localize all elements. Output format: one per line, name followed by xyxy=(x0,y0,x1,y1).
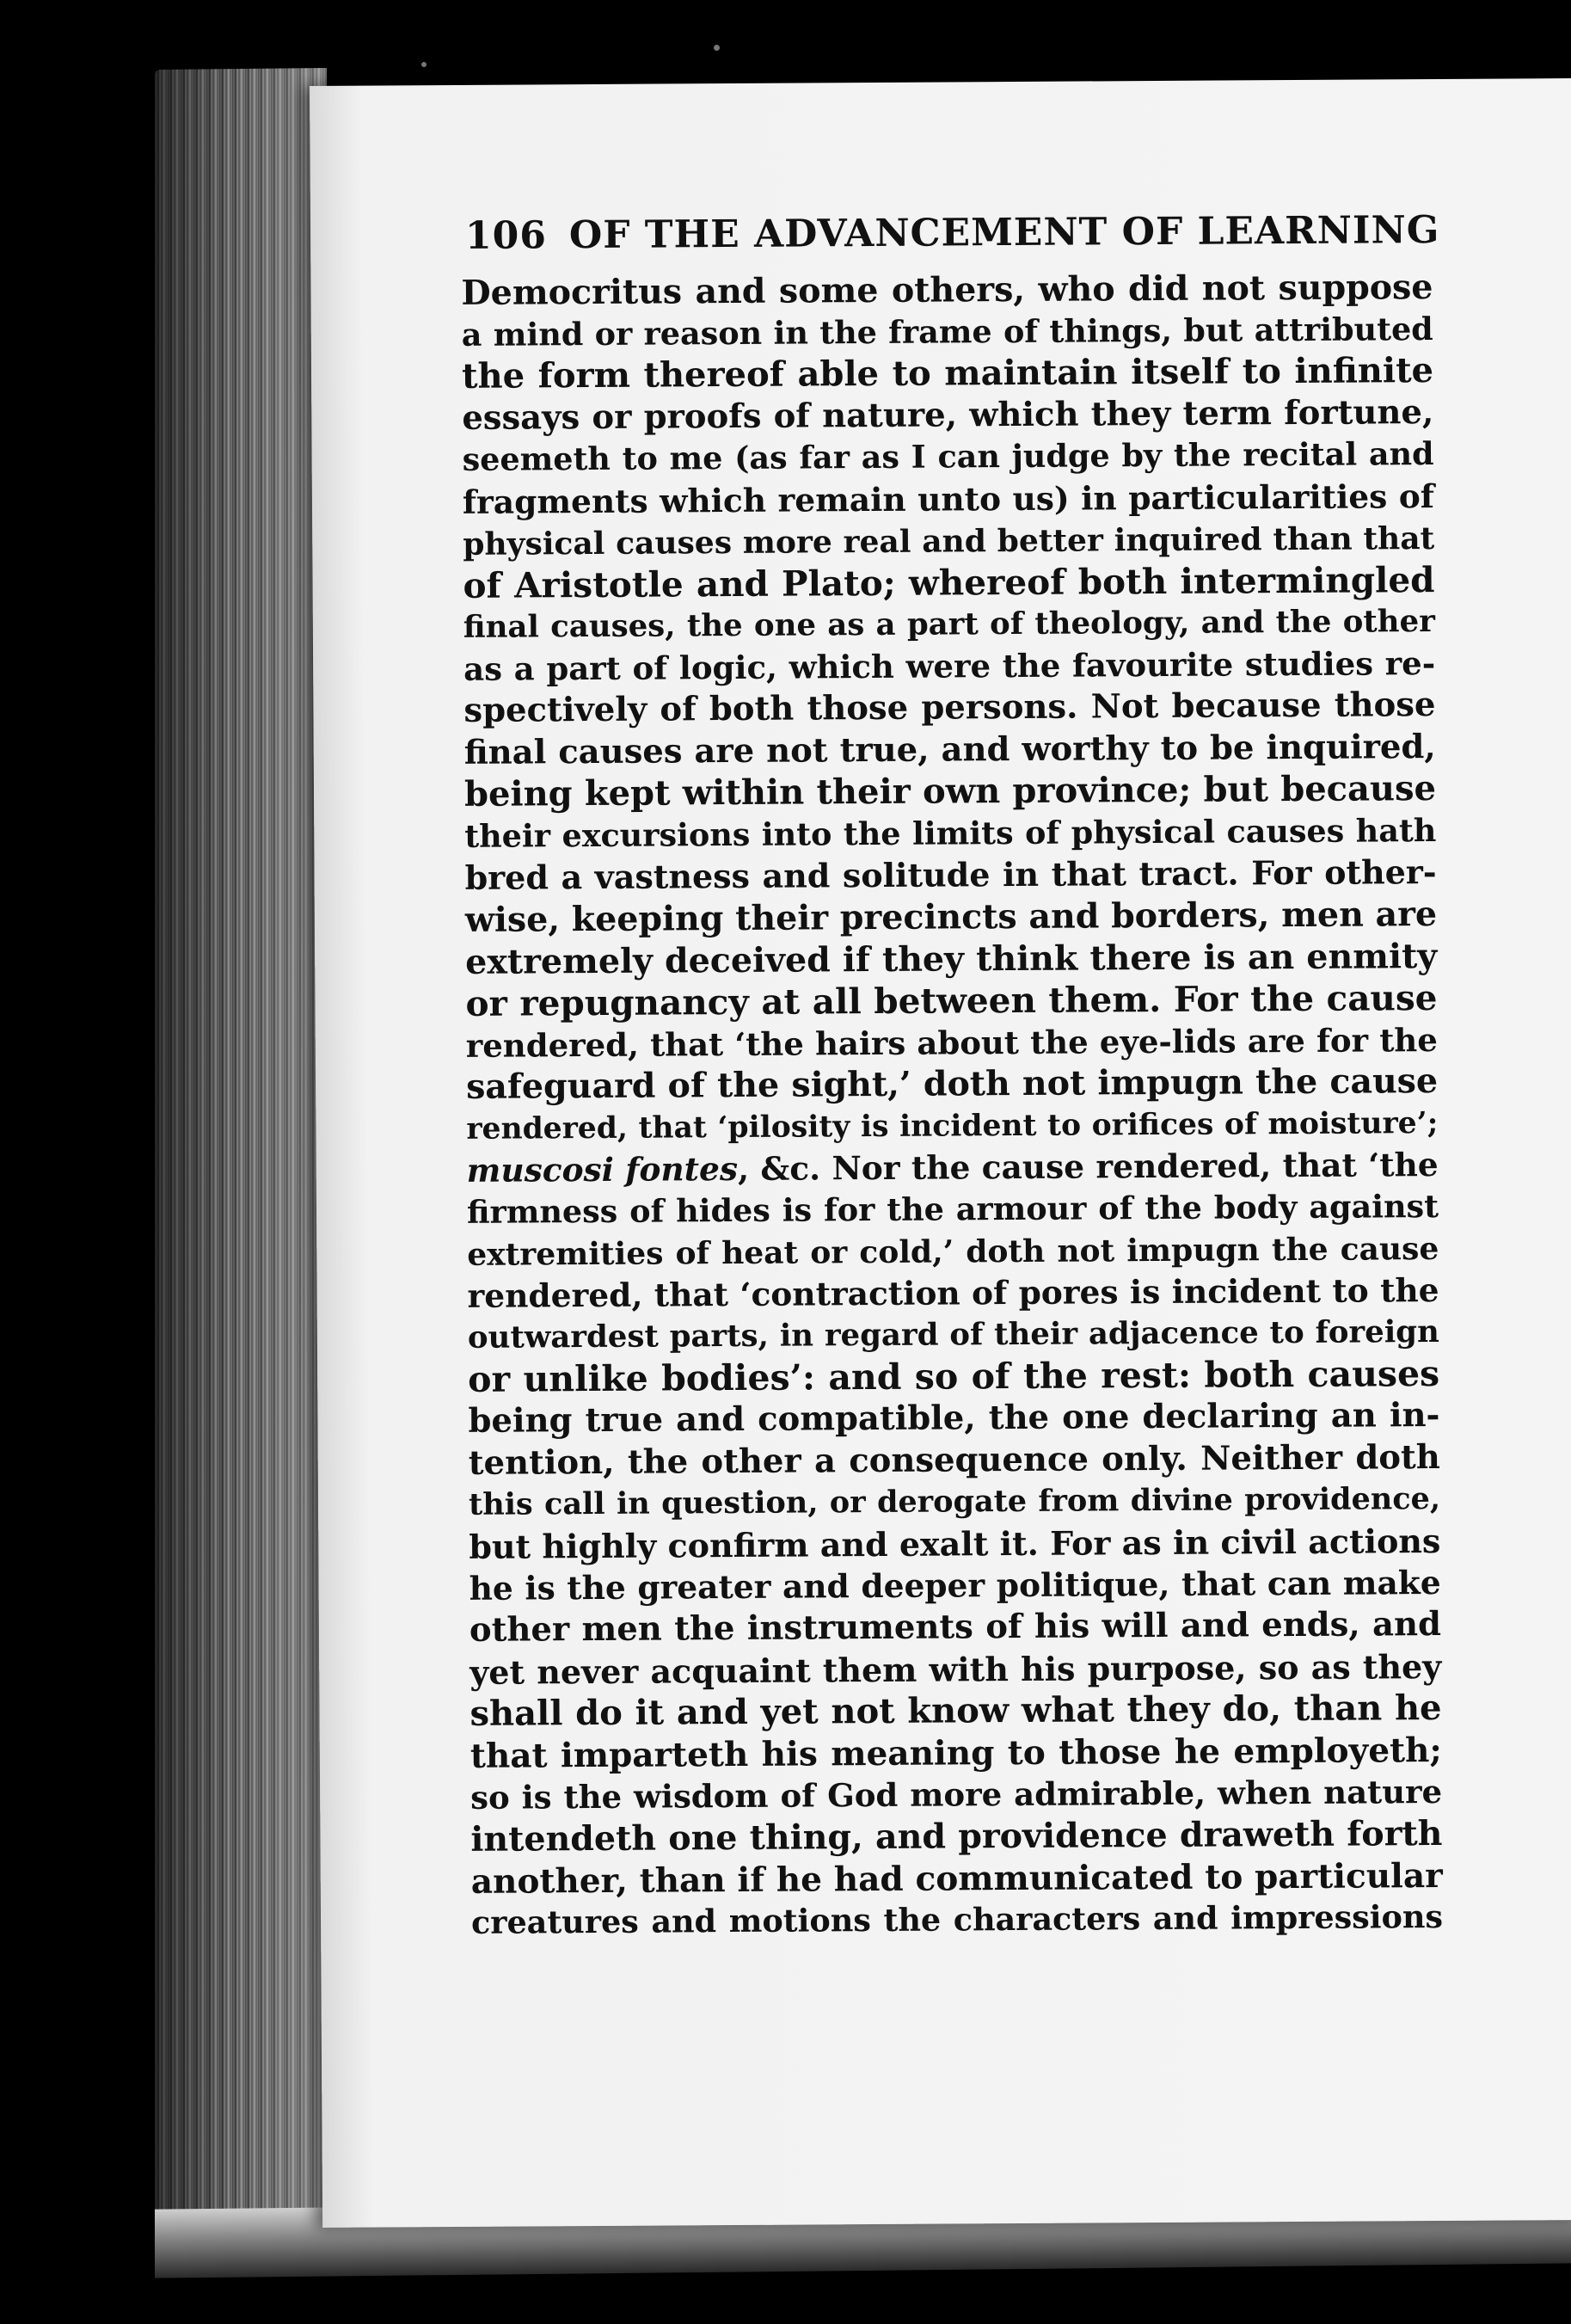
text-line: wise, keeping their precincts and borders, men are xyxy=(464,894,1438,940)
book-page-edges xyxy=(155,68,327,2237)
text-line: a mind or reason in the frame of things, but attributed xyxy=(461,310,1433,354)
text-line: that imparteth his meaning to those he employeth; xyxy=(469,1730,1442,1776)
text-line: fragments which remain unto us) in particularities of xyxy=(462,476,1435,521)
text-line: physical causes more real and better inquired than that xyxy=(463,520,1435,563)
text-line: shall do it and yet not know what they do, than he xyxy=(469,1688,1442,1735)
running-head-title: OF THE ADVANCEMENT OF LEARNING xyxy=(568,207,1440,258)
text-line: outwardest parts, in regard of their adjacence to foreign xyxy=(467,1313,1439,1356)
text-line: essays or proofs of nature, which they term fortune, xyxy=(462,392,1434,438)
text-line: bred a vastness and solitude in that tract. For other- xyxy=(464,852,1437,898)
text-line: creatures and motions the characters and impressions xyxy=(470,1898,1444,1942)
text-line: rendered, that ‘the hairs about the eye-lids are for the xyxy=(465,1020,1438,1065)
text-line: this call in question, or derogate from divine providence, xyxy=(468,1481,1441,1523)
text-line: being kept within their own province; but because xyxy=(463,768,1437,815)
dust-speck xyxy=(421,62,427,67)
text-line: rendered, that ‘pilosity is incident to orifices of moisture’; xyxy=(466,1105,1439,1147)
text-line: safeguard of the sight,’ doth not impugn the cause xyxy=(465,1061,1439,1108)
text-line: but highly confirm and exalt it. For as in civil actions xyxy=(469,1521,1441,1566)
text-line: final causes are not true, and worthy to be inquired, xyxy=(463,727,1436,772)
book-page xyxy=(310,78,1571,2228)
text-line: tention, the other a consequence only. Neither doth xyxy=(468,1437,1440,1483)
text-line: their excursions into the limits of physical causes hath xyxy=(464,811,1437,855)
text-line: the form thereof able to maintain itself to infinite xyxy=(461,350,1434,397)
text-line: extremely deceived if they think there is an enmity xyxy=(465,936,1438,982)
text-line: yet never acquaint them with his purpose, so as they xyxy=(469,1646,1442,1692)
text-line: being true and compatible, the one declaring an in- xyxy=(468,1396,1440,1441)
text-line: final causes, the one as a part of theology, and the other xyxy=(463,603,1435,645)
text-line: muscosi fontes, &c. Nor the cause rendered, that ‘the xyxy=(466,1146,1439,1190)
page-number: 106 xyxy=(464,213,548,258)
body-text xyxy=(461,267,1443,1945)
latin-phrase: muscosi fontes xyxy=(466,1150,739,1190)
text-line: extremities of heat or cold,’ doth not impugn the cause xyxy=(467,1230,1439,1273)
text-line: firmness of hides is for the armour of the body against xyxy=(466,1188,1439,1231)
text-line: rendered, that ‘contraction of pores is incident to the xyxy=(467,1271,1439,1316)
text-line: as a part of logic, which were the favourite studies re- xyxy=(463,644,1436,689)
running-head xyxy=(464,207,1440,258)
text-line: or repugnancy at all between them. For the cause xyxy=(465,977,1438,1025)
text-line: so is the wisdom of God more admirable, when nature xyxy=(470,1773,1443,1817)
text-line: other men the instruments of his will and ends, and xyxy=(469,1604,1442,1650)
dust-speck xyxy=(714,45,720,51)
text-line: Democritus and some others, who did not suppose xyxy=(461,267,1433,313)
text-line: or unlike bodies’: and so of the rest: both causes xyxy=(468,1353,1440,1401)
text-line: intendeth one thing, and providence draweth forth xyxy=(470,1813,1443,1860)
text-line: spectively of both those persons. Not because those xyxy=(463,685,1436,730)
text-line: of Aristotle and Plato; whereof both intermingled xyxy=(463,559,1435,607)
text-line: seemeth to me (as far as I can judge by the recital and xyxy=(462,435,1434,479)
text-line: he is the greater and deeper politique, that can make xyxy=(469,1564,1441,1608)
text-line: another, than if he had communicated to particular xyxy=(470,1855,1443,1902)
